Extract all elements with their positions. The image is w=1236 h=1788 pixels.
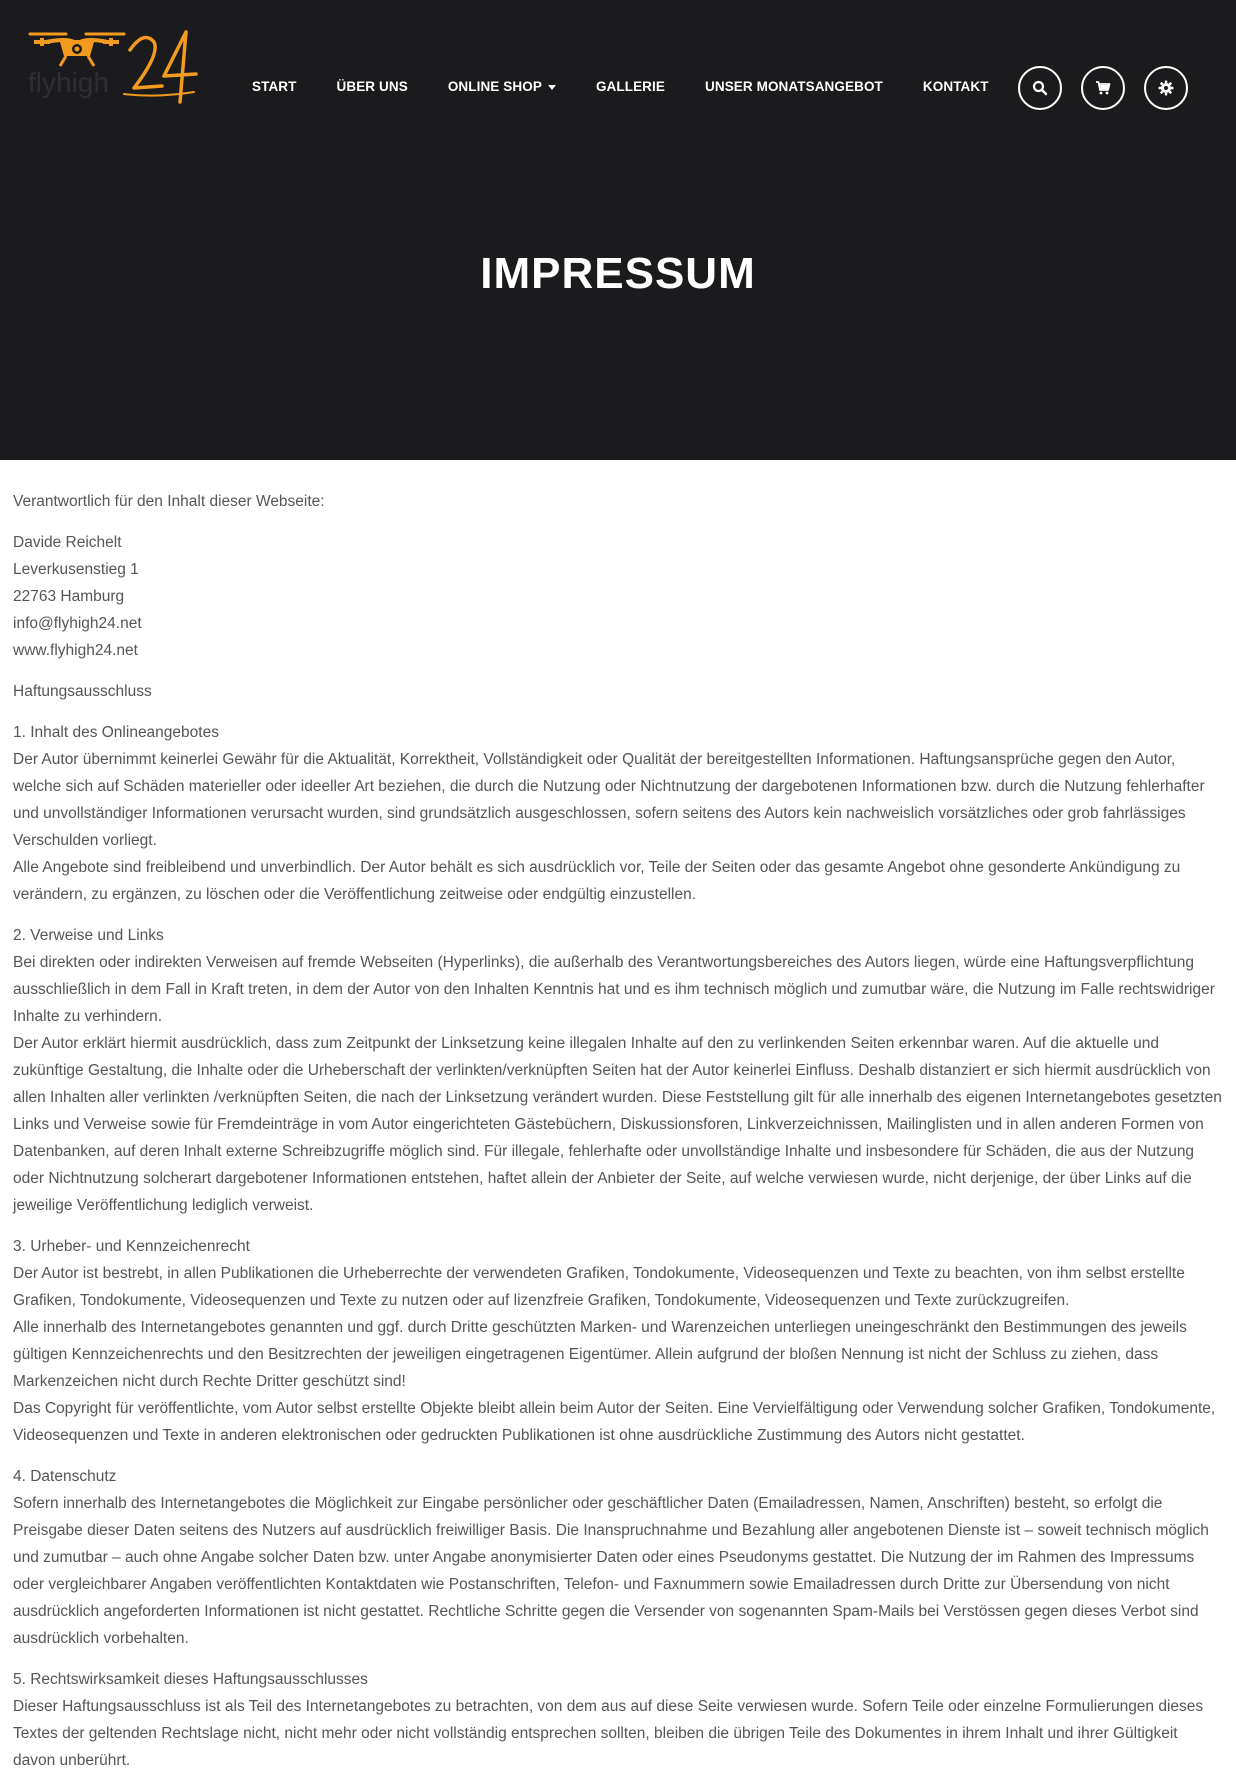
chevron-down-icon — [548, 85, 556, 90]
section-3 — [13, 1233, 1223, 1449]
intro-text: Verantwortlich für den Inhalt dieser Webseite: — [13, 493, 325, 510]
logo-faint-text: flyhigh — [28, 67, 109, 98]
drone-logo-icon — [26, 28, 202, 110]
address-city: 22763 Hamburg — [13, 588, 125, 605]
section-paragraph: Alle Angebote sind freibleibend und unverbindlich. Der Autor behält es sich ausdrücklich vor, Teile der Seiten oder das gesamte Angebot ohne gesonderte Ankündigung zu verändern, zu ergänzen, zu löschen oder die Veröffentlichung zeitweise oder endgültig einzustellen. — [13, 859, 1181, 903]
nav-online-shop-label: ONLINE SHOP — [447, 79, 542, 94]
website-link[interactable]: www.flyhigh24.net — [13, 642, 138, 659]
section-4 — [13, 1463, 1223, 1652]
section-paragraph: Das Copyright für veröffentlichte, vom Autor selbst erstellte Objekte bleibt allein beim Autor der Seiten. Eine Vervielfältigung oder Verwendung solcher Grafiken, Tondokumente, Videosequenzen und Texte in anderen elektronischen oder gedruckten Publikationen ist ohne ausdrückliche Zustimmung des Autors nicht gestattet. — [13, 1400, 1216, 1444]
nav-kontakt[interactable]: KONTAKT — [922, 79, 989, 94]
flyhigh24-logo[interactable] — [26, 28, 202, 110]
email-link[interactable]: info@flyhigh24.net — [13, 615, 142, 632]
gear-icon — [1158, 80, 1174, 96]
main-nav — [252, 79, 1029, 94]
nav-start[interactable]: START — [252, 79, 297, 94]
address-street: Leverkusenstieg 1 — [13, 561, 139, 578]
nav-ueber-uns[interactable]: ÜBER UNS — [336, 79, 408, 94]
section-paragraph: Bei direkten oder indirekten Verweisen auf fremde Webseiten (Hyperlinks), die außerhalb des Verantwortungsbereiches des Autors liegen, würde eine Haftungsverpflichtung ausschließlich in dem Fall in Kraft treten, in dem der Autor von den Inhalten Kenntnis hat und es ihm technisch möglich und zumutbar wäre, die Nutzung im Falle rechtswidriger Inhalte zu verhindern. — [13, 954, 1215, 1025]
nav-online-shop[interactable] — [448, 79, 556, 94]
section-paragraph: Alle innerhalb des Internetangebotes genannten und ggf. durch Dritte geschützten Marken- und Warenzeichen unterliegen uneingeschränkt den Bestimmungen des jeweils gültigen Kennzeichenrechts und den Besitzrechten der jeweiligen eingetragenen Eigentümer. Allein aufgrund der bloßen Nennung ist nicht der Schluss zu ziehen, dass Markenzeichen nicht durch Rechte Dritter geschützt sind! — [13, 1319, 1187, 1390]
page-title: IMPRESSUM — [480, 249, 756, 298]
section-heading: 2. Verweise und Links — [13, 927, 164, 944]
section-paragraph: Dieser Haftungsausschluss ist als Teil des Internetangebotes zu betrachten, von dem aus auf diese Seite verwiesen wurde. Sofern Teile oder einzelne Formulierungen dieses Textes der geltenden Rechtslage nicht, nicht mehr oder nicht vollständig entsprechen sollten, bleiben die übrigen Teile des Dokumentes in ihrem Inhalt und ihrer Gültigkeit davon unberührt. — [13, 1698, 1204, 1769]
search-button[interactable] — [1018, 66, 1062, 110]
site-header — [0, 0, 1236, 460]
section-5 — [13, 1666, 1223, 1774]
section-paragraph: Sofern innerhalb des Internetangebotes die Möglichkeit zur Eingabe persönlicher oder geschäftlicher Daten (Emailadressen, Namen, Anschriften) besteht, so erfolgt die Preisgabe dieser Daten seitens des Nutzers auf ausdrücklich freiwilliger Basis. Die Inanspruchnahme und Bezahlung aller angebotenen Dienste ist – soweit technisch möglich und zumutbar – auch ohne Angabe solcher Daten bzw. unter Angabe anonymisierter Daten oder eines Pseudonyms gestattet. Die Nutzung der im Rahmen des Impressums oder vergleichbarer Angaben veröffentlichten Kontaktdaten wie Postanschriften, Telefon- und Faxnummern sowie Emailadressen durch Dritte zur Übersendung von nicht ausdrücklich angeforderten Informationen ist nicht gestattet. Rechtliche Schritte gegen die Versender von sogenannten Spam-Mails bei Verstössen gegen dieses Verbot sind ausdrücklich vorbehalten. — [13, 1495, 1209, 1647]
section-heading: 5. Rechtswirksamkeit dieses Haftungsausschlusses — [13, 1671, 368, 1688]
cart-button[interactable] — [1081, 66, 1125, 110]
section-2 — [13, 922, 1223, 1219]
section-paragraph: Der Autor ist bestrebt, in allen Publikationen die Urheberrechte der verwendeten Grafiken, Tondokumente, Videosequenzen und Texte zu beachten, von ihm selbst erstellte Grafiken, Tondokumente, Videosequenzen und Texte zu nutzen oder auf lizenzfreie Grafiken, Tondokumente, Videosequenzen und Texte zurückzugreifen. — [13, 1265, 1185, 1309]
section-heading: 1. Inhalt des Onlineangebotes — [13, 724, 219, 741]
address-name: Davide Reichelt — [13, 534, 122, 551]
section-1 — [13, 719, 1223, 908]
impressum-content — [13, 488, 1223, 1788]
cart-icon — [1095, 80, 1111, 96]
address-block — [13, 529, 1223, 664]
section-heading: 4. Datenschutz — [13, 1468, 117, 1485]
section-paragraph: Der Autor erklärt hiermit ausdrücklich, dass zum Zeitpunkt der Linksetzung keine illegalen Inhalte auf den zu verlinkenden Seiten erkennbar waren. Auf die aktuelle und zukünftige Gestaltung, die Inhalte oder die Urheberschaft der verlinkten/verknüpften Seiten hat der Autor keinerlei Einfluss. Deshalb distanziert er sich hiermit ausdrücklich von allen Inhalten aller verlinkten /verknüpften Seiten, die nach der Linksetzung verändert wurden. Diese Feststellung gilt für alle innerhalb des eigenen Internetangebotes gesetzten Links und Verweise sowie für Fremdeinträge in vom Autor eingerichteten Gästebüchern, Diskussionsforen, Linkverzeichnissen, Mailinglisten und in allen anderen Formen von Datenbanken, auf deren Inhalt externe Schreibzugriffe möglich sind. Für illegale, fehlerhafte oder unvollständige Inhalte und insbesondere für Schäden, die aus der Nutzung oder Nichtnutzung solcherart dargebotener Informationen entstehen, haftet allein der Anbieter der Seite, auf welche verwiesen wurde, nicht derjenige, der über Links auf die jeweilige Veröffentlichung lediglich verweist. — [13, 1035, 1222, 1214]
nav-monatsangebot[interactable]: UNSER MONATSANGEBOT — [705, 79, 883, 94]
search-icon — [1032, 80, 1048, 96]
settings-button[interactable] — [1144, 66, 1188, 110]
nav-gallerie[interactable]: GALLERIE — [595, 79, 665, 94]
disclaimer-title: Haftungsausschluss — [13, 683, 152, 700]
section-paragraph: Der Autor übernimmt keinerlei Gewähr für die Aktualität, Korrektheit, Vollständigkeit oder Qualität der bereitgestellten Informationen. Haftungsansprüche gegen den Autor, welche sich auf Schäden materieller oder ideeller Art beziehen, die durch die Nutzung oder Nichtnutzung der dargebotenen Informationen bzw. durch die Nutzung fehlerhafter und unvollständiger Informationen verursacht wurden, sind grundsätzlich ausgeschlossen, sofern seitens des Autors kein nachweislich vorsätzliches oder grob fahrlässiges Verschulden vorliegt. — [13, 751, 1205, 849]
section-heading: 3. Urheber- und Kennzeichenrecht — [13, 1238, 250, 1255]
